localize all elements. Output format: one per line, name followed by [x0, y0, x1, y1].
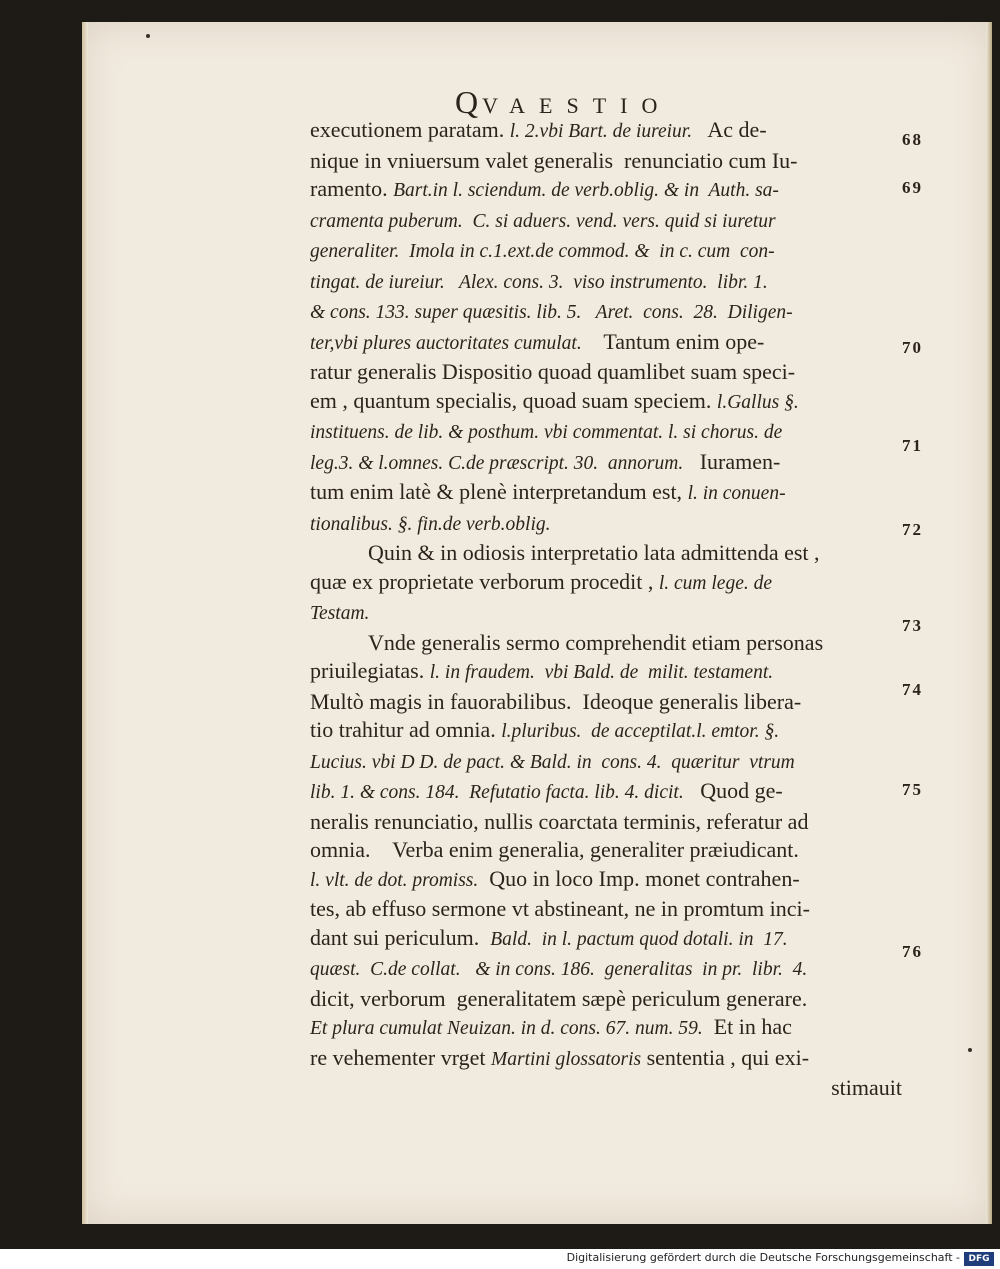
citation-text: Testam. [310, 603, 370, 624]
text-line [310, 1074, 902, 1103]
text-line [310, 985, 902, 1014]
text-line [310, 448, 902, 479]
footer-credit: Digitalisierung gefördert durch die Deutsche Forschungsgemeinschaft - [566, 1251, 960, 1264]
citation-text: ter,vbi plures auctoritates cumulat. [310, 332, 582, 354]
citation-text: cramenta puberum. C. si aduers. vend. vers. quid si iuretur [310, 210, 776, 232]
paper-speck [968, 1048, 972, 1052]
body-text: priuilegiatas. [310, 658, 430, 683]
body-text: Quin & in odiosis interpretatio lata admittenda est , [368, 540, 820, 565]
citation-text: tingat. de iureiur. Alex. cons. 3. viso instrumento. libr. 1. [310, 271, 768, 293]
text-line [310, 328, 902, 359]
text-line [310, 417, 902, 448]
text-line [310, 808, 902, 837]
text-line [310, 688, 902, 717]
text-line [310, 267, 902, 298]
text-line [310, 175, 902, 206]
body-text: tes, ab effuso sermone vt abstineant, ne in promtum inci- [310, 896, 810, 921]
text-line [310, 206, 902, 237]
digitization-footer [0, 1249, 1000, 1269]
citation-text: Et plura cumulat Neuizan. in d. cons. 67. num. 59. [310, 1018, 703, 1039]
margin-number: 70 [902, 338, 923, 357]
margin-number: 68 [902, 130, 923, 149]
citation-text: instituens. de lib. & posthum. vbi commentat. l. si chorus. de [310, 422, 783, 443]
body-text: ramento. [310, 176, 394, 201]
margin-number: 76 [902, 942, 923, 961]
margin-number: 75 [902, 780, 923, 799]
citation-text: l. cum lege. de [658, 572, 773, 594]
text-line [310, 777, 902, 808]
body-text: tum enim latè & plenè interpretandum est, [310, 479, 688, 504]
text-line [310, 568, 902, 599]
text-line [310, 836, 902, 865]
page-binding-edge [82, 22, 88, 1224]
body-text: dicit, verborum generalitatem sæpè periculum generare. [310, 985, 808, 1011]
body-text: Iuramen- [683, 448, 781, 474]
text-line [310, 629, 902, 658]
text-line [310, 924, 902, 955]
text-line [310, 297, 902, 328]
citation-text: l.pluribus. de acceptilat.l. emtor. §. [501, 721, 780, 742]
body-text: neralis renunciatio, nullis coarctata terminis, referatur ad [310, 808, 809, 834]
text-line [310, 716, 902, 747]
body-text: tio trahitur ad omnia. [310, 717, 502, 742]
text-line [310, 509, 902, 540]
citation-text: l. in conuen- [687, 483, 786, 504]
body-text: Et in hac [702, 1014, 792, 1039]
citation-text: quæst. C.de collat. & in cons. 186. generalitas in pr. libr. 4. [310, 959, 808, 980]
citation-text: Bald. in l. pactum quod dotali. in 17. [490, 928, 788, 950]
dfg-logo-icon: DFG [964, 1252, 994, 1266]
body-text: executionem paratam. [310, 117, 510, 142]
citation-text: l. 2.vbi Bart. de iureiur. [509, 121, 693, 142]
body-text: quæ ex proprietate verborum procedit , [310, 568, 659, 594]
body-text: Ac de- [692, 117, 767, 142]
body-text: Quod ge- [683, 778, 783, 803]
text-line [310, 895, 902, 924]
citation-text: leg.3. & l.omnes. C.de præscript. 30. annorum. [310, 452, 684, 474]
text-line [310, 1013, 902, 1044]
citation-text: tionalibus. §. fin.de verb.oblig. [310, 513, 551, 535]
body-text: Tantum enim ope- [581, 328, 765, 354]
text-line [310, 1044, 902, 1075]
body-text: dant sui periculum. [310, 924, 491, 950]
page-fore-edge [986, 22, 992, 1224]
text-line [310, 358, 902, 387]
running-head-initial: Q [455, 84, 483, 120]
margin-number: 69 [902, 178, 923, 197]
citation-text: Martini glossatoris [491, 1048, 642, 1070]
main-text-block [310, 116, 902, 1103]
text-line [310, 865, 902, 896]
citation-text: l.Gallus §. [716, 391, 799, 413]
citation-text: & cons. 133. super quæsitis. lib. 5. Aret. cons. 28. Diligen- [310, 302, 793, 323]
text-line [310, 236, 902, 267]
body-text: Quo in loco Imp. monet contrahen- [478, 865, 800, 891]
body-text: nique in vniuersum valet generalis renunciatio cum Iu- [310, 147, 798, 173]
citation-text: l. vlt. de dot. promiss. [310, 869, 479, 891]
citation-text: Bart.in l. sciendum. de verb.oblig. & in Auth. sa- [393, 180, 779, 201]
body-text: sententia , qui exi- [641, 1044, 810, 1070]
text-line [310, 954, 902, 985]
margin-number: 73 [902, 616, 923, 635]
margin-number: 72 [902, 520, 923, 539]
running-head-rest: VAESTIO [482, 93, 672, 118]
text-line [310, 478, 902, 509]
body-text: Vnde generalis sermo comprehendit etiam personas [368, 629, 824, 655]
text-line [310, 598, 902, 629]
body-text: stimauit [831, 1075, 902, 1100]
citation-text: generaliter. Imola in c.1.ext.de commod. & in c. cum con- [310, 241, 775, 262]
text-line [310, 747, 902, 778]
body-text: re vehementer vrget [310, 1044, 492, 1070]
citation-text: lib. 1. & cons. 184. Refutatio facta. lib. 4. dicit. [310, 782, 684, 803]
citation-text: l. in fraudem. vbi Bald. de milit. testament. [429, 662, 774, 683]
margin-number: 74 [902, 680, 923, 699]
text-line [310, 539, 902, 568]
body-text: omnia. Verba enim generalia, generaliter præiudicant. [310, 837, 799, 862]
body-text: em , quantum specialis, quoad suam speciem. [310, 387, 717, 413]
text-line [310, 387, 902, 418]
body-text: ratur generalis Dispositio quoad quamlibet suam speci- [310, 359, 796, 384]
text-line [310, 657, 902, 688]
text-line [310, 147, 902, 176]
citation-text: Lucius. vbi D D. de pact. & Bald. in cons. 4. quæritur vtrum [310, 751, 795, 773]
body-text: Multò magis in fauorabilibus. Ideoque generalis libera- [310, 688, 802, 714]
paper-speck [146, 34, 150, 38]
text-line [310, 116, 902, 147]
margin-number: 71 [902, 436, 923, 455]
